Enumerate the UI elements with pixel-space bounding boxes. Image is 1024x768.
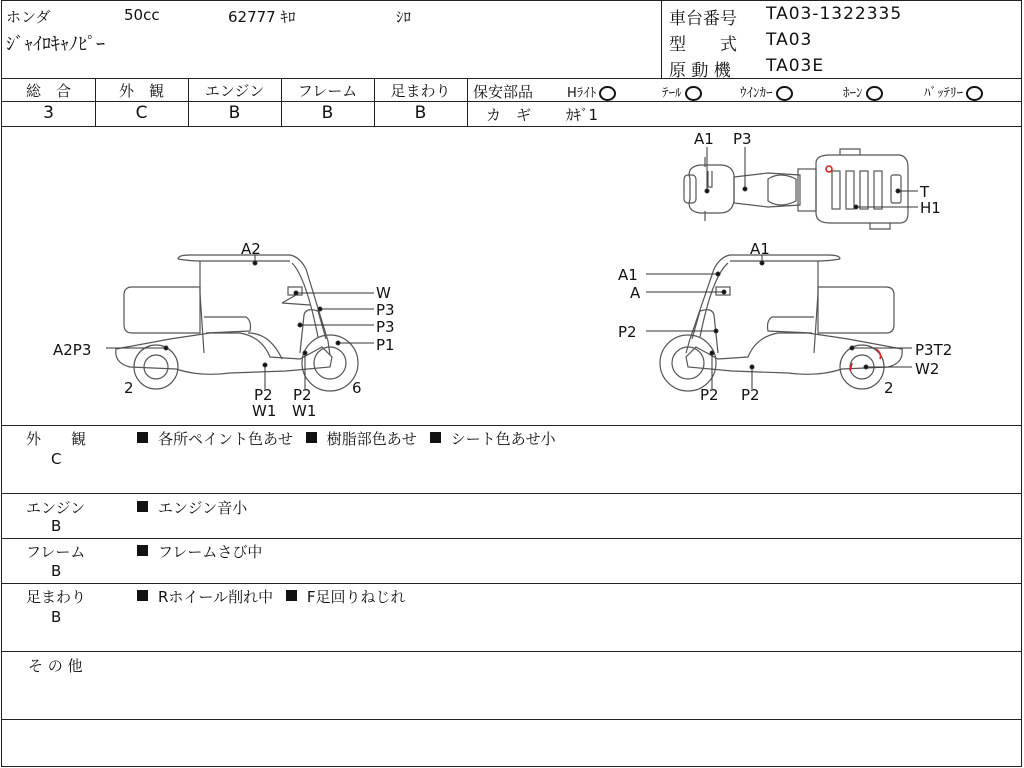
type-value: TA03 [766, 30, 813, 50]
type-label: 型 式 [669, 35, 737, 55]
grades-top-rule [1, 78, 1022, 79]
diagram-label: 2 [884, 379, 894, 397]
notes-rule [1, 651, 1022, 652]
damage-diagram [0, 127, 1022, 425]
grade-col-divider [467, 78, 468, 126]
total-label: 総 合 [25, 82, 71, 100]
ok-circle-icon [599, 86, 616, 101]
notes-rule [1, 719, 1022, 720]
notes-frame-label: フレーム [26, 543, 86, 561]
exterior-grade: C [135, 103, 148, 123]
notes-other-label: そ の 他 [28, 657, 83, 675]
key-label: カ ギ [486, 106, 532, 124]
diagram-label: W1 [292, 402, 317, 420]
diagram-label: P3 [376, 301, 395, 319]
maker: ホンダ [6, 8, 51, 26]
model-name: ｼﾞｬｲﾛｷｬﾉﾋﾟｰ [6, 34, 105, 55]
diagram-label: 6 [352, 379, 362, 397]
diagram-label: W2 [915, 360, 940, 378]
safety-battery: ﾊﾞｯﾃﾘｰ [924, 82, 983, 101]
diagram-label: A2 [241, 240, 261, 258]
diagram-label: A1 [750, 240, 770, 258]
diagram-label: A1 [618, 266, 638, 284]
diagram-label: P3 [376, 318, 395, 336]
diagram-label: A2P3 [53, 341, 92, 359]
ok-circle-icon [966, 86, 983, 101]
notes-suspension-items: Rホイール削れ中 F足回りねじれ [137, 586, 406, 607]
engine-model-label: 原 動 機 [669, 61, 731, 81]
color: ｼﾛ [396, 8, 412, 26]
notes-engine-label: エンジン [26, 499, 86, 517]
notes-rule [1, 538, 1022, 539]
notes-frame-grade: B [51, 562, 62, 580]
notes-suspension-label: 足まわり [26, 588, 87, 606]
engine-label: エンジン [204, 82, 265, 100]
diagram-label: P1 [376, 336, 395, 354]
exterior-label: 外 観 [118, 82, 164, 100]
notes-top-rule [1, 425, 1022, 426]
notes-exterior-label: 外 観 [26, 430, 87, 448]
suspension-grade: B [414, 103, 427, 123]
notes-rule [1, 583, 1022, 584]
notes-rule [1, 493, 1022, 494]
ok-circle-icon [685, 86, 702, 101]
notes-engine-items: エンジン音小 [137, 497, 247, 518]
bullet-square-icon [137, 545, 148, 556]
chassis-number: TA03-1322335 [766, 4, 903, 24]
diagram-label: P3 [733, 130, 752, 148]
frame-label: フレーム [297, 82, 358, 100]
diagram-label: P2 [293, 386, 312, 404]
total-grade: 3 [43, 103, 54, 123]
engine-model-value: TA03E [766, 56, 825, 76]
ok-circle-icon [776, 86, 793, 101]
diagram-label: A1 [694, 130, 714, 148]
safety-label: 保安部品 [473, 83, 534, 101]
header-divider [661, 0, 662, 78]
safety-horn: ﾎｰﾝ [843, 82, 883, 101]
diagram-label: P2 [700, 386, 719, 404]
suspension-label: 足まわり [390, 82, 451, 100]
left-side-scooter [116, 255, 358, 391]
chassis-label: 車台番号 [669, 9, 737, 29]
notes-exterior-items: 各所ペイント色あせ 樹脂部色あせ シート色あせ小 [137, 428, 556, 449]
bullet-square-icon [430, 432, 441, 443]
safety-tail: ﾃｰﾙ [662, 82, 702, 101]
mileage: 62777 ｷﾛ [228, 8, 296, 26]
grades-mid-rule [1, 101, 467, 102]
diagram-label: W [376, 284, 391, 302]
diagram-label: 2 [124, 379, 134, 397]
engine-cc: 50cc [124, 6, 160, 24]
right-side-scooter [660, 255, 902, 391]
safety-winker: ｳｲﾝｶｰ [740, 82, 793, 101]
diagram-label: T [920, 183, 930, 201]
notes-suspension-grade: B [51, 608, 62, 626]
frame-grade: B [321, 103, 334, 123]
diagram-label: P3T2 [915, 341, 953, 359]
diagram-label: P2 [254, 386, 273, 404]
notes-exterior-grade: C [51, 450, 62, 468]
bullet-square-icon [306, 432, 317, 443]
bullet-square-icon [286, 590, 297, 601]
notes-frame-items: フレームさび中 [137, 541, 262, 562]
diagram-label: A [630, 284, 641, 302]
key-value: ｶｷﾞ1 [566, 106, 599, 124]
notes-engine-grade: B [51, 517, 62, 535]
top-view-scooter [684, 149, 908, 229]
bullet-square-icon [137, 590, 148, 601]
diagram-label: H1 [920, 199, 941, 217]
diagram-label: W1 [252, 402, 277, 420]
bullet-square-icon [137, 501, 148, 512]
safety-headlight: Hﾗｲﾄ [567, 82, 616, 101]
safety-mid-rule [467, 101, 1022, 102]
engine-grade: B [228, 103, 241, 123]
bullet-square-icon [137, 432, 148, 443]
diagram-label: P2 [741, 386, 760, 404]
diagram-label: P2 [618, 323, 637, 341]
ok-circle-icon [866, 86, 883, 101]
